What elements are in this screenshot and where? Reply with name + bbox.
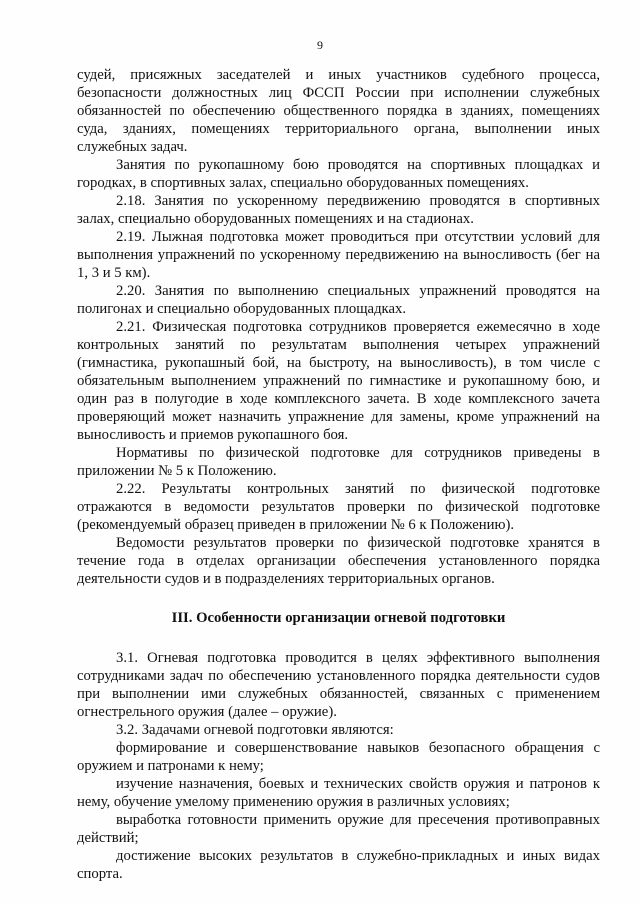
list-item-readiness: выработка готовности применить оружие для пресечения противоправных действий; [77,812,600,846]
document-body [77,66,600,883]
list-item-weapon-study: изучение назначения, боевых и технических свойств оружия и патронов к нему, обучение умелому применению оружия в различных условиях; [77,776,600,810]
paragraph-2-19: 2.19. Лыжная подготовка может проводиться при отсутствии условий для выполнения упражнений по ускоренному передвижению на выносливость (бег на 1, 3 и 5 км). [77,229,600,281]
paragraph-2-20: 2.20. Занятия по выполнению специальных упражнений проводятся на полигонах и специально оборудованных площадках. [77,283,600,317]
paragraph-2-21: 2.21. Физическая подготовка сотрудников проверяется ежемесячно в ходе контрольных занятий по результатам выполнения четырех упражнений (гимнастика, рукопашный бой, на быстроту, на выносливость), в том числе с обязательным выполнением упражнений по гимнастике и рукопашному бою, и один раз в полугодие в ходе комплексного зачета. В ходе комплексного зачета проверяющий может назначить упражнение для замены, кроме упражнений на выносливость и приемов рукопашного боя. [77,319,600,443]
paragraph-3-1: 3.1. Огневая подготовка проводится в целях эффективного выполнения сотрудниками задач по обеспечению установленного порядка деятельности судов при выполнении ими служебных обязанностей, связанных с применением огнестрельного оружия (далее – оружие). [77,650,600,720]
page-number: 9 [317,38,323,52]
paragraph-3-2: 3.2. Задачами огневой подготовки являются: [116,722,394,738]
paragraph-2-18: 2.18. Занятия по ускоренному передвижению проводятся в спортивных залах, специально оборудованных помещениях и на стадионах. [77,193,600,227]
list-item-safe-handling: формирование и совершенствование навыков безопасного обращения с оружием и патронами к нему; [77,740,600,774]
list-item-sport-results: достижение высоких результатов в служебно-прикладных и иных видах спорта. [77,848,600,882]
paragraph-2-22: 2.22. Результаты контрольных занятий по физической подготовке отражаются в ведомости результатов проверки по физической подготовке (рекомендуемый образец приведен в приложении № 6 к Положению). [77,481,600,533]
paragraph-continuation: судей, присяжных заседателей и иных участников судебного процесса, безопасности должностных лиц ФССП России при исполнении служебных обязанностей по обеспечению общественного порядка в зданиях, помещениях суда, зданиях, помещениях территориального органа, выполнении иных служебных задач. [77,67,600,155]
paragraph-records-storage: Ведомости результатов проверки по физической подготовке хранятся в течение года в отделах организации обеспечения установленного порядка деятельности судов и в подразделениях территориальных органов. [77,535,600,587]
spacer [77,627,600,649]
section-heading: III. Особенности организации огневой подготовки [171,610,506,626]
paragraph-standards: Нормативы по физической подготовке для сотрудников приведены в приложении № 5 к Положению. [77,445,600,479]
paragraph-hand-to-hand-venues: Занятия по рукопашному бою проводятся на спортивных площадках и городках, в спортивных залах, специально оборудованных помещениях. [77,157,600,191]
spacer [77,588,600,609]
